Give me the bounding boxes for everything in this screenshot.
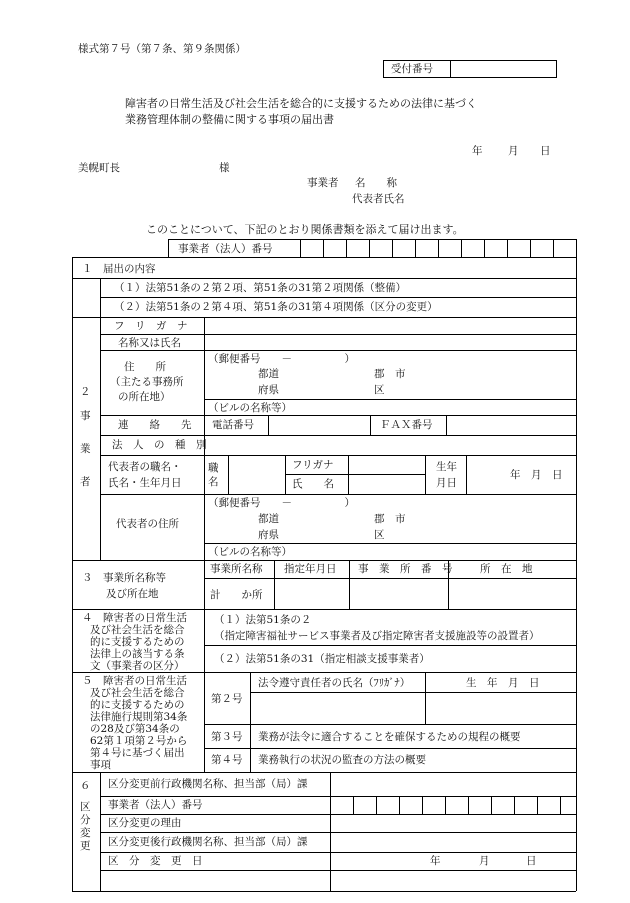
rep-building-label[interactable]: （ビルの名称等）: [208, 546, 292, 558]
form-title-line1: 障害者の日常生活及び社会生活を総合的に支援するための法律に基づく: [125, 97, 477, 110]
section5-label-6: 62第１項第２号から: [90, 735, 188, 747]
office-number-header: 事 業 所 番 号: [358, 563, 453, 575]
change-business-number-label: 事業者（法人）番号: [108, 799, 203, 811]
designation-date-header: 指定年月日: [284, 563, 337, 575]
section5-label-7: 第４号に基づく届出: [90, 747, 185, 759]
section1-option-2[interactable]: （２）法第51条の２第４項、第51条の31第４項関係（区分の変更）: [114, 301, 438, 313]
form-title-line2: 業務管理体制の整備に関する事項の届出書: [125, 113, 334, 126]
todofuken-label: 都道: [258, 368, 279, 380]
rep-todofuken-label: 都道: [258, 513, 279, 525]
rep-furigana-label: フリガナ: [292, 459, 334, 471]
submitter-label: 事業者: [307, 177, 339, 189]
rep-ku-label: 区: [374, 529, 385, 541]
section5-label-4: 法律施行規則第34条: [90, 711, 188, 723]
section3-label-1: ３ 事業所名称等: [82, 572, 166, 584]
section4-option-1[interactable]: （１）法第51条の２: [214, 614, 312, 626]
section2-vertical-2: 業: [80, 443, 91, 455]
rep-name-label: 氏 名: [292, 478, 334, 490]
office-name-header: 事業所名称: [210, 563, 263, 575]
section4-label-3: 的に支援するための: [90, 636, 185, 648]
change-date-year: 年: [430, 855, 441, 867]
section1-option-1[interactable]: （１）法第51条の２第２項、第51条の31第２項関係（整備）: [114, 282, 407, 294]
section1-title: １ 届出の内容: [82, 263, 156, 275]
phone-label: 電話番号: [212, 419, 254, 431]
rep-fuken-label: 府県: [258, 529, 279, 541]
section5-label-8: 事項: [90, 759, 111, 771]
section5-label-2: 及び社会生活を総合: [90, 687, 185, 699]
item-no4-label: 第４号: [211, 754, 243, 766]
change-date-label: 区 分 変 更 日: [108, 855, 203, 867]
ku-label: 区: [374, 384, 385, 396]
compliance-officer-header: 法令遵守責任者の氏名（ﾌﾘｶﾞﾅ）: [258, 677, 411, 689]
submitter-rep-label: 代表者氏名: [352, 193, 405, 205]
address-label-1: 住 所: [124, 361, 166, 373]
section4-option-2[interactable]: （２）法第51条の31（指定相談支援事業者）: [214, 653, 430, 665]
change-reason-label: 区分変更の理由: [108, 817, 182, 829]
fax-label: ＦＡＸ番号: [380, 419, 433, 431]
section6-vertical-4: 更: [80, 840, 91, 852]
furigana-field[interactable]: [208, 320, 572, 332]
building-label[interactable]: （ビルの名称等）: [208, 402, 292, 414]
section6-number: ６: [80, 780, 91, 792]
rep-info-label-2: 氏名・生年月日: [108, 477, 182, 489]
rep-birth-date[interactable]: 年 月 日: [510, 469, 563, 481]
section6-vertical-2: 分: [80, 814, 91, 826]
item-no2-label: 第２号: [211, 693, 243, 705]
item-no4-text: 業務執行の状況の監査の方法の概要: [258, 754, 426, 766]
change-before-agency-label: 区分変更前行政機関名称、担当部（局）課: [108, 778, 308, 790]
date-year-label: 年: [472, 145, 483, 157]
item-no3-text: 業務が法令に適合することを確保するための規程の概要: [258, 731, 521, 743]
section6-vertical-1: 区: [80, 801, 91, 813]
rep-birth-label-1: 生年: [436, 461, 457, 473]
addressee-name: 美幌町長: [78, 162, 120, 174]
address-label-2: （主たる事務所: [110, 376, 184, 388]
rep-birth-label-2: 月日: [436, 477, 457, 489]
fuken-label: 府県: [258, 384, 279, 396]
section6-vertical-3: 変: [80, 827, 91, 839]
form-number: 様式第７号（第７条、第９条関係）: [78, 43, 246, 55]
date-day-label: 日: [540, 145, 551, 157]
submitter-name-label: 名 称: [355, 177, 397, 189]
section5-label-3: 的に支援するための: [90, 699, 185, 711]
date-month-label: 月: [508, 145, 519, 157]
office-total: 計 か所: [210, 589, 263, 601]
corp-type-label: 法 人 の 種 別: [112, 439, 207, 451]
rep-title-label-2: 名: [208, 476, 219, 488]
rep-address-label: 代表者の住所: [116, 518, 179, 530]
rep-gunshi-label: 郡 市: [374, 513, 406, 525]
section4-label-1: ４ 障害者の日常生活: [82, 612, 187, 624]
section2-vertical-1: 事: [80, 410, 91, 422]
location-header: 所 在 地: [480, 563, 533, 575]
section3-label-2: 及び所在地: [106, 588, 159, 600]
rep-postal-code[interactable]: （郵便番号 － ）: [208, 497, 355, 509]
section5-label-1: ５ 障害者の日常生活: [82, 675, 187, 687]
business-number-label: 事業者（法人）番号: [178, 243, 273, 255]
postal-code[interactable]: （郵便番号 － ）: [208, 353, 355, 365]
change-date-month: 月: [479, 855, 490, 867]
section4-option-1-detail: （指定障害福祉サービス事業者及び指定障害者支援施設等の設置者）: [214, 630, 540, 642]
receipt-number-label: 受付番号: [391, 63, 433, 75]
section4-label-2: 及び社会生活を総合: [90, 624, 185, 636]
change-date-day: 日: [526, 855, 537, 867]
receipt-number-field[interactable]: [455, 64, 553, 74]
section2-vertical-3: 者: [80, 476, 91, 488]
section5-label-5: の28及び第34条の: [90, 723, 180, 735]
item-no3-label: 第３号: [211, 731, 243, 743]
rep-title-label-1: 職: [208, 462, 219, 474]
name-field[interactable]: [208, 337, 572, 349]
section4-label-4: 法律上の該当する条: [90, 648, 185, 660]
name-label: 名称又は氏名: [118, 337, 181, 349]
rep-info-label-1: 代表者の職名・: [108, 461, 182, 473]
intro-text: このことについて、下記のとおり関係書類を添えて届け出ます。: [146, 223, 464, 236]
address-label-3: の所在地）: [118, 391, 171, 403]
compliance-birth-header: 生 年 月 日: [466, 677, 540, 689]
gunshi-label: 郡 市: [374, 368, 406, 380]
change-after-agency-label: 区分変更後行政機関名称、担当部（局）課: [108, 836, 308, 848]
furigana-label: フ リ ガ ナ: [114, 320, 188, 332]
contact-label: 連 絡 先: [118, 419, 192, 431]
section2-number: ２: [80, 386, 91, 398]
section4-label-5: 文（事業者の区分）: [90, 660, 185, 672]
addressee-suffix: 様: [219, 162, 230, 174]
